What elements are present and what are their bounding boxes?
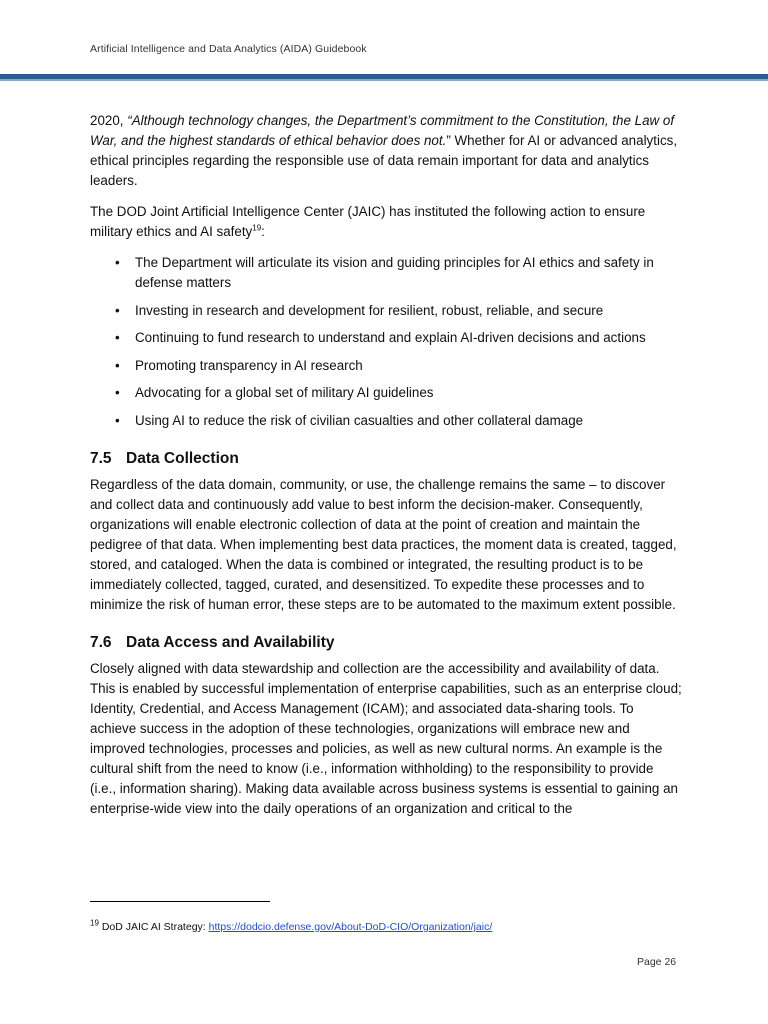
data-collection-paragraph: Regardless of the data domain, community, or use, the challenge remains the same – to discover and collect data and continuously add value to best inform the decision-maker. Consequently, organizations will enable electronic collection of data at the point of creation and maintain the pedigree of that data. When implementing best data practices, the moment data is created, tagged, stored, and cataloged. When the data is combined or integrated, the resulting product is to be immediately collected, tagged, curated, and desensitized. To expedite these processes and to minimize the risk of human error, these steps are to be automated to the maximum extent possible.	[90, 476, 677, 612]
list-item: • Investing in research and development for resilient, robust, reliable, and secure	[90, 301, 682, 321]
section-heading-7-5: 7.5 Data Collection	[90, 449, 239, 467]
list-item: • Continuing to fund research to understand and explain AI-driven decisions and actions	[90, 328, 682, 348]
footnote-separator	[90, 901, 270, 902]
bullet-icon: •	[115, 385, 120, 401]
bullet-icon: •	[115, 255, 120, 270]
list-item: • Promoting transparency in AI research	[90, 356, 682, 376]
list-item: • The Department will articulate its vision and guiding principles for AI ethics and safety in defense matters	[115, 255, 654, 290]
jaic-action-list	[90, 253, 682, 431]
header-rule-accent	[0, 79, 768, 81]
data-access-paragraph: Closely aligned with data stewardship and collection are the accessibility and availability of data. This is enabled by successful implementation of enterprise capabilities, such as an enterprise cloud; Identity, Credential, and Access Management (ICAM); and associated data-sharing tools. To achieve success in the adoption of these technologies, organizations will embrace new and improved technologies, processes and policies, as well as new cultural norms. An example is the cultural shift from the need to know (i.e., information withholding) to the responsibility to provide (i.e., information sharing). Making data available across business systems is essential to gaining an enterprise-wide view into the daily operations of an organization and critical to the	[90, 660, 682, 816]
intro-paragraph: 2020, “Although technology changes, the Department’s commitment to the Constitution, the Law of War, and the highest standards of ethical behavior does not.” Whether for AI or advanced analytics, ethical principles regarding the responsible use of data remain important for data and analytics leaders.	[90, 113, 678, 188]
bullet-icon: •	[115, 412, 120, 428]
footnote: $^{19}$ DoD JAIC AI Strategy: https://dodcio.defense.gov/About-DoD-CIO/Organization/jaic/	[90, 918, 493, 933]
footnote-link[interactable]: https://dodcio.defense.gov/About-DoD-CIO/Organization/jaic/	[208, 921, 493, 933]
list-item: • Advocating for a global set of military AI guidelines	[90, 383, 682, 403]
page-body	[90, 111, 682, 830]
bullet-icon: •	[115, 330, 120, 346]
footnote-ref: 19	[252, 223, 262, 233]
running-header: Artificial Intelligence and Data Analytics (AIDA) Guidebook	[90, 43, 367, 55]
bullet-icon: •	[115, 357, 120, 373]
page-number: Page 26	[637, 956, 677, 968]
list-item: • Using AI to reduce the risk of civilian casualties and other collateral damage	[90, 411, 682, 431]
jaic-paragraph: The DOD Joint Artificial Intelligence Center (JAIC) has instituted the following action to ensure military ethics and AI safety$^{19}$:	[90, 204, 646, 239]
intro-quote: “Although technology changes, the Department’s commitment to the Constitution, the Law of War, and the highest standards of ethical behavior does not.	[90, 113, 675, 148]
bullet-icon: •	[115, 302, 120, 318]
section-heading-7-6: 7.6 Data Access and Availability	[90, 633, 335, 651]
